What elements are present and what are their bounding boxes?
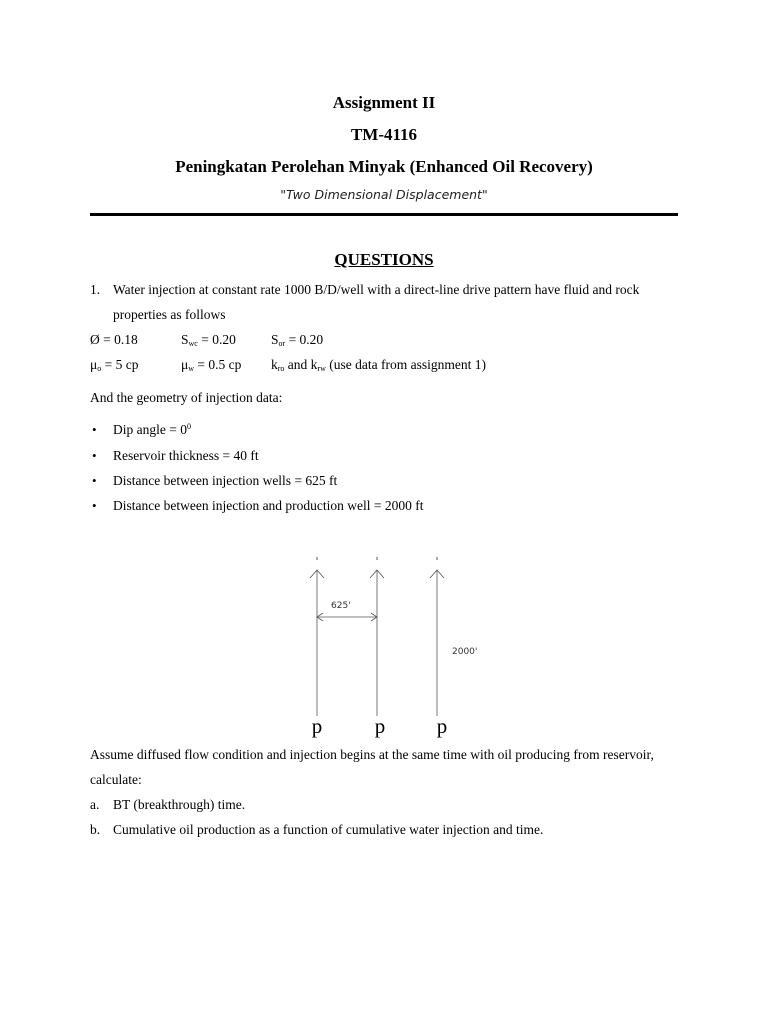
question-text-line2: properties as follows (113, 307, 226, 322)
well-top-label-3: s (435, 556, 439, 562)
relative-permeability-note: $k_{ro}$ and $k_{rw}$ (use data from assignment 1) (271, 357, 486, 373)
bullet-dot: • (92, 448, 97, 463)
task-letter-b: b. (90, 822, 101, 837)
distance-label: 2000' (452, 647, 478, 657)
assignment-title: Assignment II (332, 93, 436, 112)
well-top-label-2: s (375, 556, 379, 562)
water-viscosity-value: $\mu_w = 0.5$ cp (181, 357, 242, 373)
well-pattern-diagram (290, 548, 480, 738)
spacing-label: 625' (331, 601, 351, 611)
question-number: 1. (90, 282, 101, 297)
geometry-intro: And the geometry of injection data: (90, 390, 283, 405)
bullet-injection-production-distance: Distance between injection and production well = 2000 ft (113, 498, 424, 513)
swc-value: $S_{wc} = 0.20$ (181, 332, 236, 348)
course-title: Peningkatan Perolehan Minyak (Enhanced Oil Recovery) (175, 157, 593, 176)
production-well-label-1: p (311, 714, 323, 738)
porosity-value: Ø = 0.18 (90, 332, 138, 347)
bullet-reservoir-thickness: Reservoir thickness = 40 ft (113, 448, 259, 463)
task-letter-a: a. (90, 797, 100, 812)
task-breakthrough-time: BT (breakthrough) time. (113, 797, 246, 812)
header-divider (90, 213, 678, 216)
course-code: TM-4116 (350, 125, 418, 144)
assumption-line2: calculate: (90, 772, 142, 787)
assignment-subtitle: "Two Dimensional Displacement" (280, 187, 488, 202)
question-text-line1: Water injection at constant rate 1000 B/D/well with a direct-line drive pattern have fluid and rock (113, 282, 640, 297)
task-cumulative-oil: Cumulative oil production as a function of cumulative water injection and time. (113, 822, 544, 837)
bullet-dot: • (92, 422, 97, 437)
bullet-injection-well-distance: Distance between injection wells = 625 ft (113, 473, 338, 488)
sor-value: $S_{or} = 0.20$ (271, 332, 324, 348)
bullet-dip-angle: Dip angle = $0^0$ (113, 422, 191, 437)
bullet-dot: • (92, 473, 97, 488)
well-top-label-1: s (315, 556, 319, 562)
assumption-line1: Assume diffused flow condition and injection begins at the same time with oil producing from reservoir, (90, 747, 654, 762)
questions-heading: QUESTIONS (334, 250, 434, 269)
oil-viscosity-value: $\mu_o = 5$ cp (90, 357, 139, 373)
bullet-dot: • (92, 498, 97, 513)
production-well-label-3: p (436, 714, 448, 738)
production-well-label-2: p (374, 714, 386, 738)
